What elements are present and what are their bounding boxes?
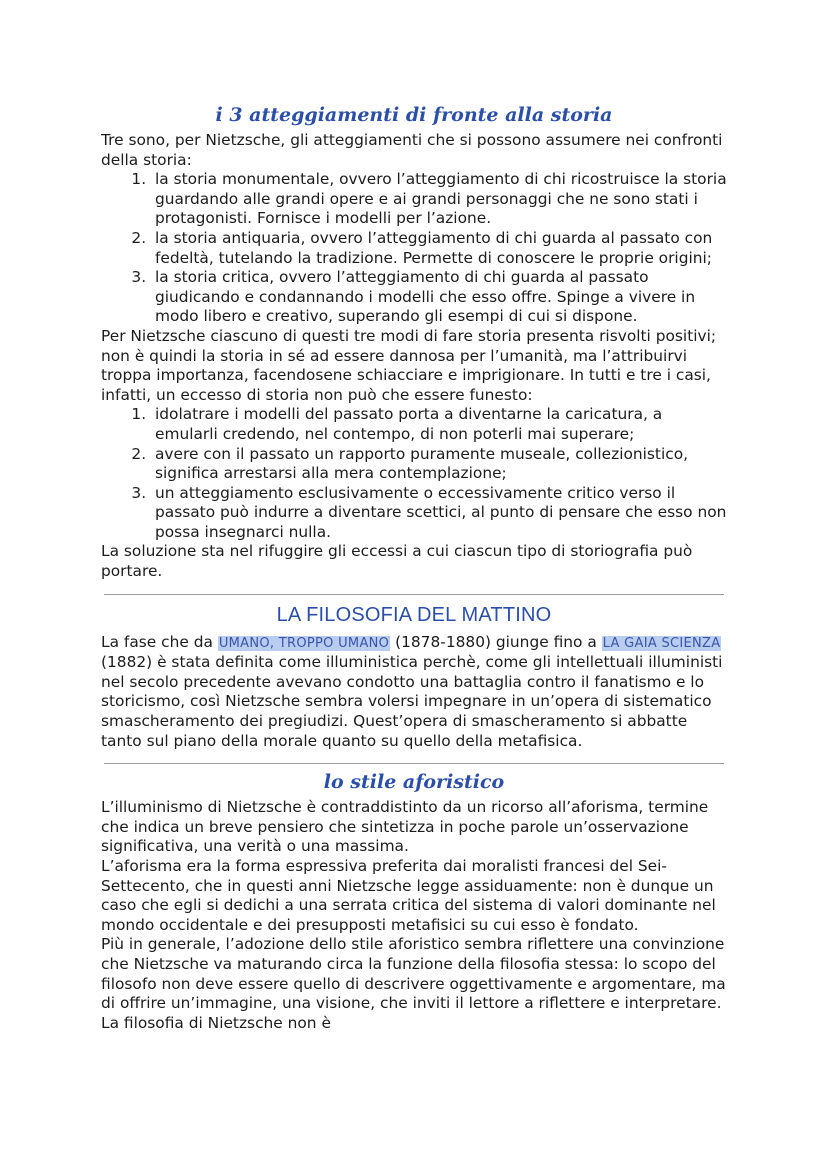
list-item: 1. idolatrare i modelli del passato porta a diventarne la caricatura, a emularli credendo, nel contempo, di non poterli mai superare; xyxy=(151,405,727,444)
page-content xyxy=(101,97,727,1033)
list-item: 2. avere con il passato un rapporto puramente museale, collezionistico, significa arrestarsi alla mera contemplazione; xyxy=(151,445,727,484)
list-item: 2. la storia antiquaria, ovvero l’atteggiamento di chi guarda al passato con fedeltà, tutelando la tradizione. Permette di conoscere le proprie origini; xyxy=(151,229,727,268)
section-divider xyxy=(104,763,724,764)
paragraph-filosofia-mattino xyxy=(101,633,727,752)
paragraph-moralisti: L’aforisma era la forma espressiva preferita dai moralisti francesi del Sei-Settecento, che in questi anni Nietzsche legge assiduamente: non è dunque un caso che egli si dedichi a una serrata critica del sistema di valori dominante nel mondo occidentale e dei presupposti metafisici su cui esso è fondato. xyxy=(101,857,716,934)
paragraph-eccesso: Per Nietzsche ciascuno di questi tre modi di fare storia presenta risvolti positivi; non è quindi la storia in sé ad essere dannosa per l’umanità, ma l’attribuirvi troppa importanza, facendosene schiacciare e imprigionare. In tutti e tre i casi, infatti, un eccesso di storia non può che essere funesto: xyxy=(101,326,717,404)
highlight-umano-troppo-umano: UMANO, TROPPO UMANO xyxy=(218,635,390,651)
paragraph-generale: Più in generale, l’adozione dello stile aforistico sembra riflettere una convinzione che Nietzsche va maturando circa la funzione della filosofia stessa: lo scopo del filosofo non deve essere quello di descrivere oggettivamente e argomentare, ma di offrire un’immagine, una visione, che inviti il lettore a riflettere e interpretare. La filosofia di Nietzsche non è xyxy=(101,935,726,1032)
list-item: 1. la storia monumentale, ovvero l’atteggiamento di chi ricostruisce la storia guardando alle grandi opere e ai grandi personaggi che ne sono stati i protagonisti. Fornisce i modelli per l’azione. xyxy=(151,170,727,229)
list-eccessi xyxy=(101,405,727,542)
paragraph-soluzione: La soluzione sta nel rifuggire gli eccessi a cui ciascun tipo di storiografia può portare. xyxy=(101,542,693,581)
paragraph-intro: Tre sono, per Nietzsche, gli atteggiamenti che si possono assumere nei confronti della storia: xyxy=(101,131,723,169)
text-fragment: La fase che da xyxy=(101,632,218,651)
section-title-filosofia-mattino: LA FILOSOFIA DEL MATTINO xyxy=(276,603,552,626)
list-item: 3. la storia critica, ovvero l’atteggiamento di chi guarda al passato giudicando e condannando i modelli che esso offre. Spinge a vivere in modo libero e creativo, superando gli esempi di cui si dispone. xyxy=(151,268,727,327)
text-fragment: (1882) è stata definita come illuministica perchè, come gli intellettuali illuministi nel secolo precedente avevano condotto una battaglia contro il fanatismo e lo storicismo, così Nietzsche sembra volersi impegnare in un’opera di sistematico smascheramento dei pregiudizi. Quest’opera di smascheramento si abbatte tanto sul piano della morale quanto su quello della metafisica. xyxy=(101,653,723,750)
section-title-stile-aforistico: lo stile aforistico xyxy=(323,771,505,794)
list-item: 3. un atteggiamento esclusivamente o eccessivamente critico verso il passato può indurre a diventare scettici, al punto di pensare che esso non possa insegnarci nulla. xyxy=(151,484,727,543)
section-divider xyxy=(104,594,724,595)
list-tre-storie xyxy=(101,170,727,327)
highlight-gaia-scienza: LA GAIA SCIENZA xyxy=(602,635,721,651)
paragraph-aforisma-def: L’illuminismo di Nietzsche è contraddistinto da un ricorso all’aforisma, termine che indica un breve pensiero che sintetizza in poche parole un’osservazione significativa, una verità o una massima. xyxy=(101,798,709,856)
section-title-atteggiamenti: i 3 atteggiamenti di fronte alla storia xyxy=(215,104,613,126)
text-fragment: (1878-1880) giunge fino a xyxy=(390,632,602,651)
